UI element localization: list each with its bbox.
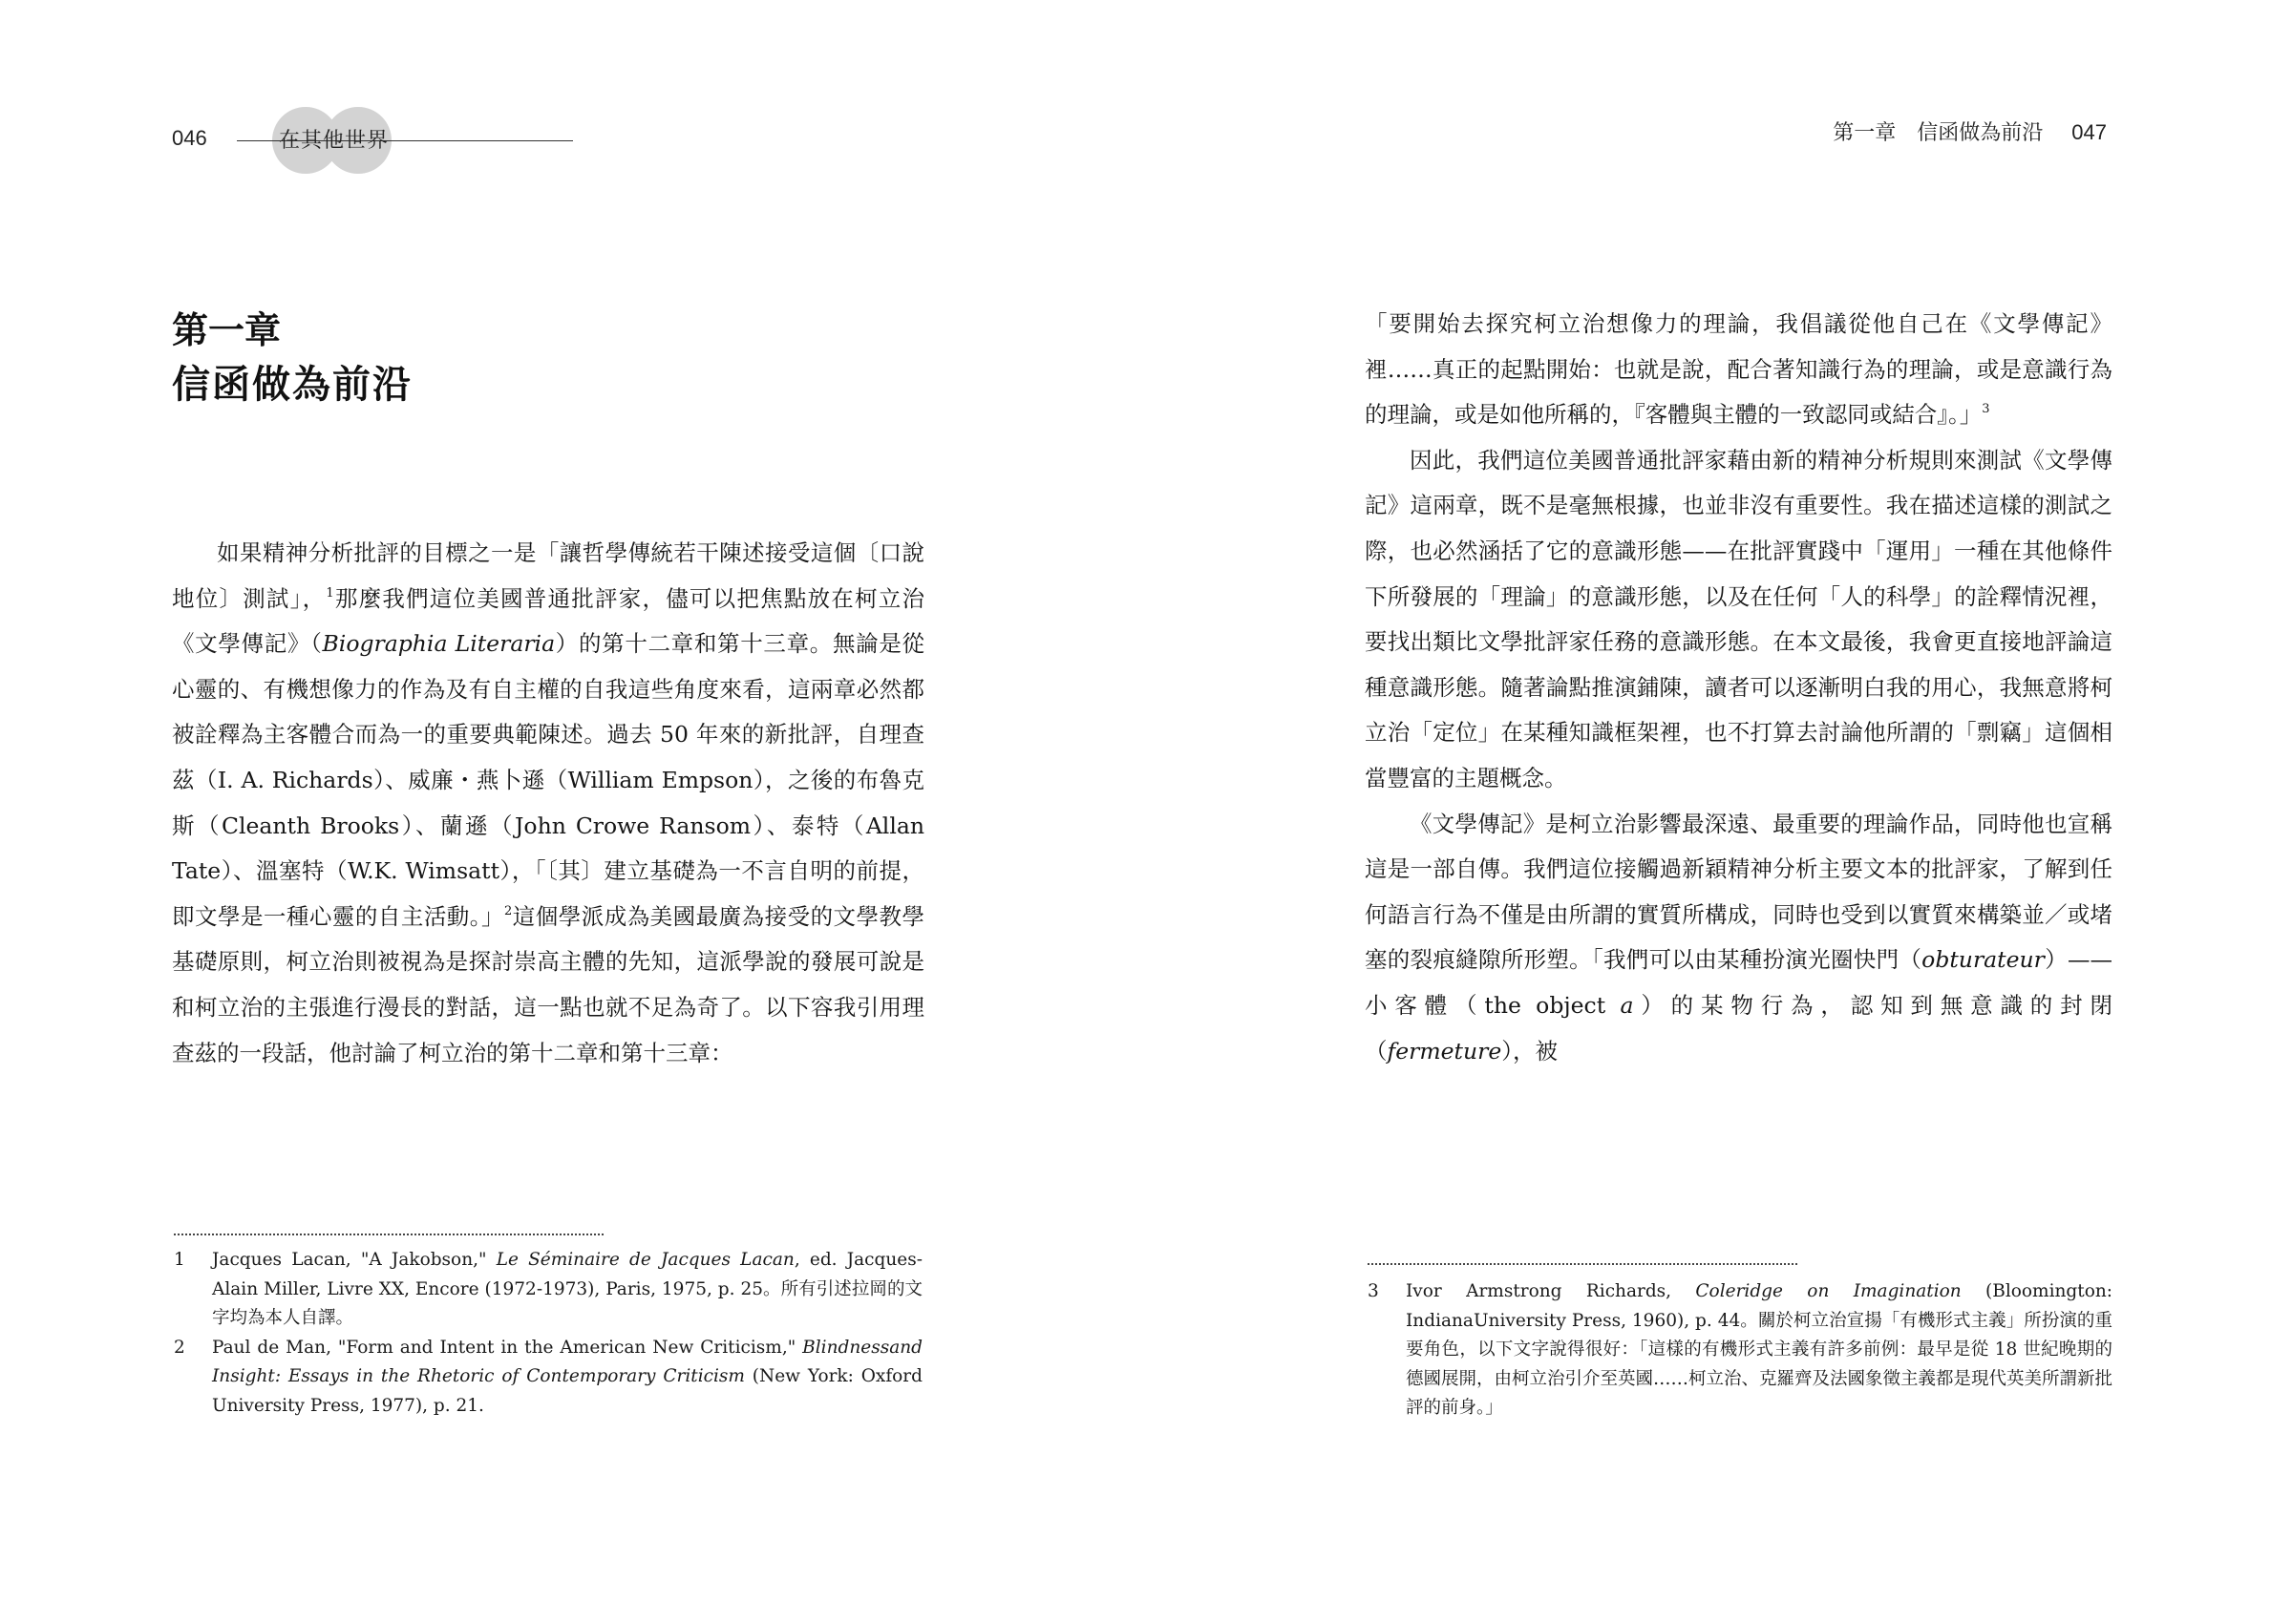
paragraph: [172, 531, 924, 1076]
chapter-label: 第一章: [172, 309, 282, 351]
text-run: , ed. Jacques-Alain Miller, Livre XX, Encore (1972-1973), Paris, 1975, p. 25。所有引述拉岡的文字均為本人自譯。: [212, 1250, 923, 1328]
footnotes: [174, 1246, 923, 1421]
text-run: (Bloomington: IndianaUniversity Press, 1960), p. 44。關於柯立治宣揚「有機形式主義」所扮演的重要角色，以下文字說得很好：「這樣的有機形式主義有許多前例：最早是從 18 世紀晚期的德國展開，由柯立治引介至英國……柯立治、克羅齊及法國象徵主義都是現代英美所謂新批評的前身。」: [1406, 1281, 2113, 1418]
footnote-divider: [1368, 1263, 1797, 1265]
text-run: (New York: Oxford University Press, 1977), p. 21.: [212, 1366, 923, 1416]
footnote-ref: 2: [504, 903, 513, 918]
text-run: ）的某物行為，認知到無意識的封閉（: [1365, 991, 2112, 1065]
text-italic: Le Séminaire de Jacques Lacan: [496, 1250, 795, 1270]
running-head: 第一章 信函做為前沿: [1833, 121, 2044, 145]
text-italic: a: [1620, 991, 1634, 1019]
text-italic: Blindnessand Insight: Essays in the Rhetoric of Contemporary Criticism: [212, 1337, 923, 1386]
page-number: 047: [2071, 120, 2107, 144]
text-run: 如果精神分析批評的目標之一是「讓哲學傳統若干陳述接受這個〔口說地位〕測試」，: [172, 539, 924, 612]
footnotes: [1368, 1277, 2112, 1424]
book-title: 在其他世界: [279, 129, 390, 153]
text-run: Paul de Man, "Form and Intent in the American New Criticism,": [212, 1337, 803, 1358]
footnote-ref: 3: [1982, 402, 1990, 417]
text-run: ）的第十二章和第十三章。無論是從心靈的、有機想像力的作為及有自主權的自我這些角度來看，這兩章必然都被詮釋為主客體合而為一的重要典範陳述。過去 50 年來的新批評，自理查茲（I. A. Richards）、威廉・燕卜遜（William Empson），之後的布魯克斯（Cleanth Brooks）、蘭遜（John Crowe Ransom）、泰特（Allan Tate）、溫塞特（W.K. Wimsatt），「〔其〕建立基礎為一不言自明的前提，即文學是一種心靈的自主活動。」: [172, 630, 925, 930]
page-number: 046: [172, 126, 207, 150]
text-run: 這個學派成為美國最廣為接受的文學教學基礎原則，柯立治則被視為是探討崇高主體的先知，這派學說的發展可說是和柯立治的主張進行漫長的對話，這一點也就不足為奇了。以下容我引用理查茲的一段話，他討論了柯立治的第十二章和第十三章：: [172, 902, 925, 1066]
text-italic: Coleridge on Imagination: [1695, 1281, 1962, 1301]
footnote-divider: [174, 1234, 604, 1235]
footnote-number: 1: [174, 1250, 185, 1270]
paragraph: [1365, 802, 2112, 1075]
body-text: [1365, 302, 2112, 1074]
footnote-ref: 1: [326, 585, 334, 601]
footnote: [174, 1334, 923, 1422]
text-italic: obturateur: [1921, 946, 2045, 974]
text-run: Ivor Armstrong Richards,: [1406, 1281, 1696, 1301]
running-header-left: [172, 107, 573, 174]
right-page: [1136, 0, 2271, 1624]
footnote: [1368, 1277, 2112, 1424]
footnote: [174, 1246, 923, 1334]
footnote-number: 3: [1368, 1281, 1379, 1301]
text-run: ）——小客體（the object: [1365, 946, 2112, 1019]
text-italic: fermeture: [1387, 1037, 1502, 1065]
text-run: ），被: [1501, 1037, 1558, 1065]
block-quote: [1365, 302, 2112, 438]
text-run: 那麼我們這位美國普通批評家，儘可以把焦點放在柯立治《文學傳記》（: [172, 584, 925, 658]
text-run: 「要開始去探究柯立治想像力的理論，我倡議從他自己在《文學傳記》裡……真正的起點開始：也就是說，配合著知識行為的理論，或是意識行為的理論，或是如他所稱的，『客體與主體的一致認同或結合』。」: [1365, 310, 2112, 429]
running-header-right: [1833, 116, 2107, 146]
chapter-title: 信函做為前沿: [172, 363, 413, 407]
chapter-heading: [172, 304, 413, 412]
text-run: Jacques Lacan, "A Jakobson,": [212, 1250, 497, 1270]
body-text: [172, 531, 924, 1076]
footnote-number: 2: [174, 1337, 185, 1358]
text-run: 《文學傳記》是柯立治影響最深遠、最重要的理論作品，同時他也宣稱這是一部自傳。我們這位接觸過新穎精神分析主要文本的批評家，了解到任何語言行為不僅是由所謂的實質所構成，同時也受到以實質來構築並／或堵塞的裂痕縫隙所形塑。「我們可以由某種扮演光圈快門（: [1365, 810, 2112, 974]
book-title-italic: Biographia Literaria: [322, 630, 556, 658]
paragraph: 因此，我們這位美國普通批評家藉由新的精神分析規則來測試《文學傳記》這兩章，既不是毫無根據，也並非沒有重要性。我在描述這樣的測試之際，也必然涵括了它的意識形態——在批評實踐中「運用」一種在其他條件下所發展的「理論」的意識形態，以及在任何「人的科學」的詮釋情況裡，要找出類比文學批評家任務的意識形態。在本文最後，我會更直接地評論這種意識形態。隨著論點推演鋪陳，讀者可以逐漸明白我的用心，我無意將柯立治「定位」在某種知識框架裡，也不打算去討論他所謂的「剽竊」這個相當豐富的主題概念。: [1365, 446, 2112, 791]
